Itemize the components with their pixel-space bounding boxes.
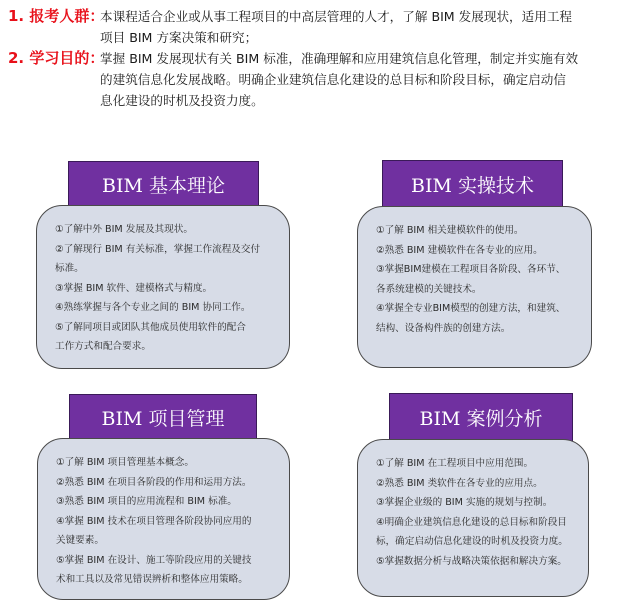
module-item: 标准。 bbox=[55, 263, 84, 274]
module-item: ①了解中外 BIM 发展及其现状。 bbox=[55, 224, 193, 235]
module-item: 关键要素。 bbox=[56, 535, 104, 546]
module-item: ②熟悉 BIM 建模软件在各专业的应用。 bbox=[376, 244, 543, 256]
text-line: 息化建设的时机及投资力度。 bbox=[100, 93, 264, 108]
module-item: ⑤掌握 BIM 在设计、施工等阶段应用的关键技 bbox=[56, 554, 252, 566]
module-item: ②熟悉 BIM 类软件在各专业的应用点。 bbox=[376, 477, 543, 489]
module-item: ⑤了解同项目或团队其他成员使用软件的配合 bbox=[55, 321, 246, 333]
module-item: ④掌握 BIM 技术在项目管理各阶段协同应用的 bbox=[56, 515, 252, 527]
intro-learning-goal bbox=[8, 48, 633, 111]
module-item: ④明确企业建筑信息化建设的总目标和阶段目 bbox=[376, 516, 567, 528]
module-item: 工作方式和配合要求。 bbox=[55, 341, 151, 352]
intro-target-audience bbox=[8, 6, 633, 48]
module-item: ④掌握全专业BIM模型的创建方法，和建筑、 bbox=[376, 303, 566, 314]
text-line: 项目 BIM 方案决策和研究； bbox=[100, 30, 258, 45]
module-item: ③掌握BIM建模在工程项目各阶段、各环节、 bbox=[376, 264, 566, 275]
module-box-practical-skills bbox=[357, 206, 592, 368]
module-title-case-analysis: BIM 案例分析 bbox=[389, 393, 573, 441]
module-box-project-management bbox=[37, 438, 290, 600]
module-item: 标，确定启动信息化建设的时机及投资力度。 bbox=[376, 536, 568, 547]
target-audience-text bbox=[100, 6, 633, 48]
module-item: ⑤掌握数据分析与战略决策依据和解决方案。 bbox=[376, 555, 567, 567]
module-item: ①了解 BIM 项目管理基本概念。 bbox=[56, 457, 194, 468]
module-item: ④熟练掌握与各个专业之间的 BIM 协同工作。 bbox=[55, 302, 251, 313]
module-item: ②熟悉 BIM 在项目各阶段的作用和运用方法。 bbox=[56, 476, 252, 488]
module-item: 各系统建模的关键技术。 bbox=[376, 283, 482, 295]
intro-section bbox=[8, 6, 633, 111]
module-item: ③掌握企业级的 BIM 实施的规划与控制。 bbox=[376, 497, 553, 508]
module-title-practical-skills: BIM 实操技术 bbox=[382, 160, 563, 208]
module-item: ①了解 BIM 相关建模软件的使用。 bbox=[376, 225, 524, 236]
module-box-basic-theory bbox=[36, 205, 290, 369]
learning-goal-label: 2. 学习目的： bbox=[8, 49, 105, 67]
text-line: 本课程适合企业或从事工程项目的中高层管理的人才，了解 BIM 发展现状，适用工程 bbox=[100, 9, 573, 24]
text-line: 的建筑信息化发展战略。明确企业建筑信息化建设的总目标和阶段目标，确定启动信 bbox=[100, 72, 566, 87]
module-item: 术和工具以及常见错误辨析和整体应用策略。 bbox=[56, 574, 248, 585]
module-item: ③熟悉 BIM 项目的应用流程和 BIM 标准。 bbox=[56, 496, 237, 507]
module-title-project-management: BIM 项目管理 bbox=[69, 394, 257, 440]
module-item: ②了解现行 BIM 有关标准，掌握工作流程及交付 bbox=[55, 243, 261, 255]
module-title-basic-theory: BIM 基本理论 bbox=[68, 161, 259, 207]
module-box-case-analysis bbox=[357, 439, 589, 597]
learning-goal-text bbox=[100, 48, 633, 111]
module-item: ③掌握 BIM 软件、建模格式与精度。 bbox=[55, 282, 213, 294]
target-audience-label: 1. 报考人群： bbox=[8, 7, 105, 25]
text-line: 掌握 BIM 发展现状有关 BIM 标准，准确理解和应用建筑信息化管理，制定并实施有效 bbox=[100, 51, 579, 66]
module-item: 结构、设备构件族的创建方法。 bbox=[376, 322, 511, 334]
module-item: ①了解 BIM 在工程项目中应用范围。 bbox=[376, 458, 534, 469]
